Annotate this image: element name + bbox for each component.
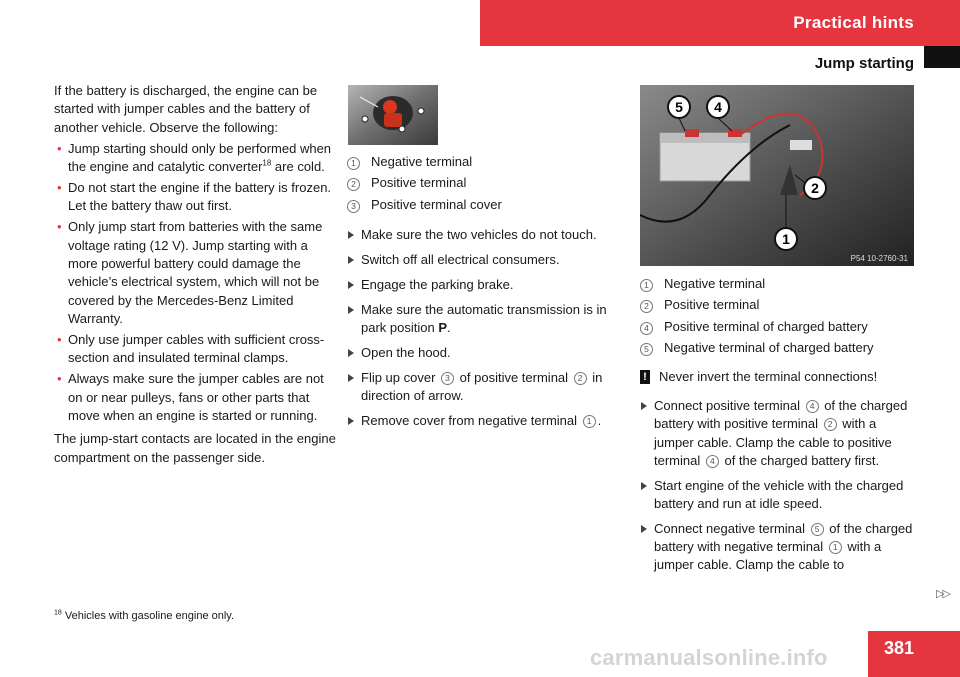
step-item: Open the hood.: [347, 344, 627, 362]
legend-item: 2 Positive terminal: [640, 296, 916, 314]
column-preparation: [347, 150, 627, 430]
warning-note: ! Never invert the terminal connections!: [640, 368, 916, 386]
column-intro: [54, 82, 336, 467]
subsection-title: Jump starting: [814, 55, 914, 72]
step-item: Make sure the automatic transmission is in park position P.: [347, 301, 627, 338]
photo-callout-4: [707, 96, 729, 118]
legend-item: 1 Negative terminal: [347, 153, 627, 171]
header-bar: [480, 0, 960, 46]
section-title: Practical hints: [793, 13, 914, 32]
list-item: • Always make sure the jumper cables are not on or near pulleys, fans or other parts that move when an engine is started or running.: [54, 370, 336, 425]
legend-item: 1 Negative terminal: [640, 275, 916, 293]
svg-text:2: 2: [811, 180, 819, 196]
terminal-photo: [348, 85, 438, 145]
step-item: Switch off all electrical consumers.: [347, 251, 627, 269]
outro-text: The jump-start contacts are located in the engine compartment on the passenger side.: [54, 431, 336, 465]
step-item: Connect negative terminal 5 of the charged battery with negative terminal 1 with a jumper cable. Clamp the cable to: [640, 520, 916, 575]
list-item: • Only use jumper cables with sufficient cross-section and insulated terminal clamps.: [54, 331, 336, 368]
step-item: Remove cover from negative terminal 1 .: [347, 412, 627, 430]
photo-code: P54 10-2760-31: [850, 254, 908, 263]
step-item: Make sure the two vehicles do not touch.: [347, 226, 627, 244]
legend-item: 3 Positive terminal cover: [347, 196, 627, 214]
step-item: Engage the parking brake.: [347, 276, 627, 294]
step-item: Flip up cover 3 of positive terminal 2 in direction of arrow.: [347, 369, 627, 406]
svg-text:5: 5: [675, 99, 683, 115]
step-item: Start engine of the vehicle with the charged battery and run at idle speed.: [640, 477, 916, 514]
svg-text:4: 4: [714, 99, 722, 115]
footnote: $^{18}$ Vehicles with gasoline engine only.: [54, 609, 235, 622]
column-procedure: [640, 272, 916, 575]
svg-text:1: 1: [782, 231, 790, 247]
jump-start-photo: [640, 85, 914, 266]
footnote-ref: 18: [262, 158, 272, 168]
photo-callout-2: [804, 177, 826, 199]
watermark: carmanualsonline.info: [590, 645, 828, 670]
photo-callout-5: [668, 96, 690, 118]
list-item: • Do not start the engine if the battery is frozen. Let the battery thaw out first.: [54, 179, 336, 216]
step-item: Connect positive terminal 4 of the charged battery with positive terminal 2 with a jumper cable. Clamp the cable to positive terminal 4 of the charged battery first.: [640, 397, 916, 470]
legend-item: 4 Positive terminal of charged battery: [640, 318, 916, 336]
list-item: • Jump starting should only be performed when the engine and catalytic converter$^{18}$ are cold.: [54, 140, 336, 177]
continue-arrow-icon: ▷▷: [936, 588, 949, 600]
photo-callout-1: [775, 228, 797, 250]
page-number: 381: [884, 638, 915, 658]
chapter-tab: [924, 46, 960, 68]
intro-text: If the battery is discharged, the engine can be started with jumper cables and the battery of another vehicle. Observe the following:: [54, 83, 318, 135]
list-item: • Only jump start from batteries with the same voltage rating (12 V). Jump starting with a more powerful battery could damage the vehicle’s electrical system, which will not be covered by the Mercedes-Benz Limited Warranty.: [54, 218, 336, 328]
warning-icon: !: [640, 370, 650, 384]
legend-item: 5 Negative terminal of charged battery: [640, 339, 916, 357]
legend-item: 2 Positive terminal: [347, 174, 627, 192]
